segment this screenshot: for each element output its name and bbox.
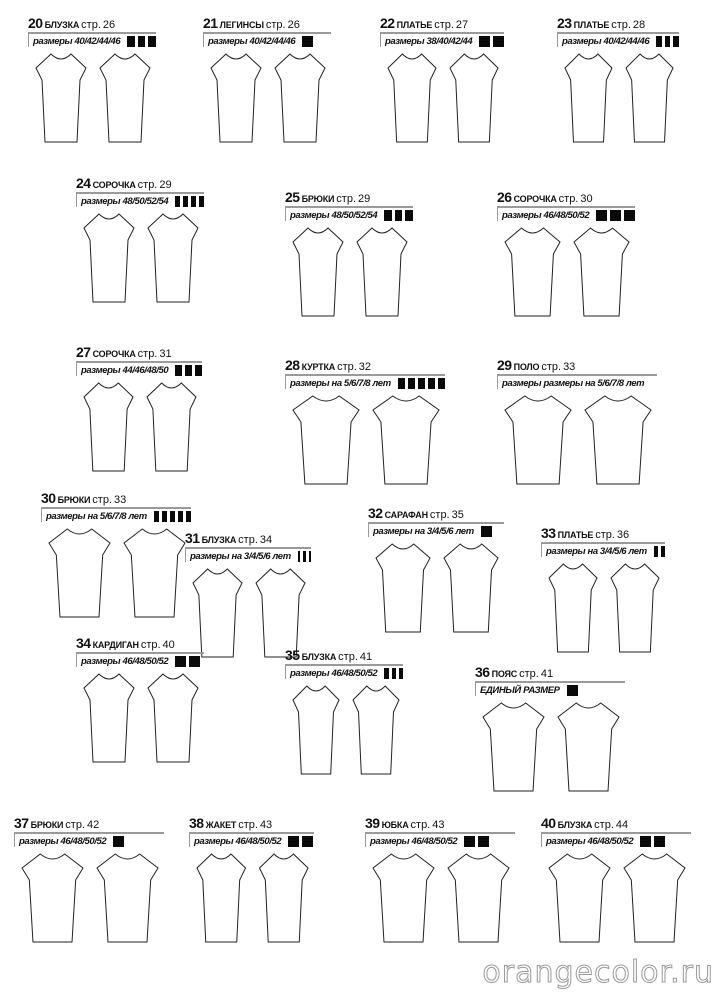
sizes-label: размеры на 3/4/5/6 лет (373, 526, 474, 537)
page-number: 33 (563, 361, 576, 373)
size-square-icon (418, 378, 425, 389)
sizes-bar (541, 542, 665, 557)
item-header (541, 816, 691, 832)
item-number: 28 (285, 357, 300, 373)
sizes-bar (28, 32, 156, 47)
page-number: 44 (615, 819, 629, 831)
page-number: 41 (540, 668, 554, 680)
page-number: 43 (432, 819, 445, 831)
page-prefix: стр. (140, 639, 161, 651)
size-square-icon (567, 685, 578, 696)
size-square-icon (138, 36, 146, 47)
item-number: 25 (285, 189, 300, 205)
sizes-label: размеры 48/50/52/54 (81, 196, 169, 207)
page-number: 28 (632, 19, 646, 31)
page-prefix: стр. (519, 668, 539, 680)
item-number: 36 (475, 664, 490, 680)
item-number: 32 (368, 505, 383, 521)
item-header (285, 190, 413, 206)
pattern-item-22 (380, 16, 504, 47)
page-number: 30 (580, 193, 593, 205)
sizes-bar (497, 206, 635, 221)
pattern-item-28 (285, 358, 445, 389)
pattern-item-40 (541, 816, 691, 847)
pattern-item-20 (28, 16, 156, 47)
page-prefix: стр. (238, 819, 258, 831)
pattern-item-31 (185, 531, 311, 562)
size-square-icon (408, 378, 415, 389)
page-prefix: стр. (595, 529, 615, 541)
size-square-icon (191, 196, 196, 207)
page-prefix: стр. (238, 534, 258, 546)
watermark: orangecolor.ru (482, 955, 714, 990)
garment-sketch (191, 850, 316, 950)
sizes-label: размеры 38/40/42/44 (385, 36, 473, 47)
page-number: 29 (159, 179, 172, 191)
size-square-icon (665, 36, 671, 47)
garment-sketch (78, 670, 206, 770)
page-number: 43 (259, 819, 273, 831)
size-square-icon (189, 656, 200, 667)
sizes-label: размеры 46/48/50/52 (81, 656, 169, 667)
size-square-icon (640, 836, 651, 847)
item-header (368, 506, 504, 522)
item-name: ЖАКЕТ (205, 820, 237, 830)
sizes-bar (475, 681, 625, 696)
item-header (203, 16, 331, 32)
item-header (76, 345, 202, 361)
sizes-label: размеры 46/48/50/52 (502, 210, 590, 221)
page-prefix: стр. (429, 509, 450, 521)
garment-sketch (30, 50, 158, 150)
size-square-icon (309, 551, 311, 562)
item-name: ПЛАТЬЕ (573, 20, 610, 30)
page-number: 40 (162, 639, 175, 651)
item-name: БЛУЗКА (44, 20, 80, 30)
size-square-icon (673, 36, 679, 47)
size-square-icon (288, 836, 299, 847)
size-square-icon (298, 551, 300, 562)
page-prefix: стр. (410, 819, 431, 831)
garment-sketch (499, 224, 637, 324)
size-square-icon (154, 511, 159, 522)
size-square-icon (493, 36, 504, 47)
item-name: ЮБКА (381, 820, 409, 830)
item-number: 26 (497, 189, 512, 205)
item-name: ЛЕГИНСЫ (219, 20, 264, 30)
sizes-bar (285, 374, 445, 389)
pattern-item-30 (41, 491, 191, 522)
garment-sketch (370, 540, 506, 640)
page-number: 42 (87, 819, 100, 831)
item-name: БЛУЗКА (201, 535, 237, 545)
page-number: 33 (114, 494, 127, 506)
item-name: ПЛАТЬЕ (396, 20, 433, 30)
sizes-label: размеры 46/48/50/52 (290, 668, 378, 679)
sizes-label: размеры 46/48/50/52 (19, 836, 107, 847)
size-square-icon (478, 836, 489, 847)
size-square-icon (175, 196, 180, 207)
sizes-bar (285, 206, 413, 221)
size-square-icon (302, 36, 313, 47)
garment-sketch (499, 392, 659, 492)
item-name: САРАФАН (384, 510, 428, 520)
size-square-icon (113, 836, 124, 847)
item-header (28, 16, 156, 32)
pattern-item-34 (76, 636, 204, 667)
pattern-item-33 (541, 526, 665, 557)
pattern-item-38 (189, 816, 314, 847)
sizes-bar (76, 192, 204, 207)
sizes-label: размеры 46/48/50/52 (546, 836, 634, 847)
sizes-label: размеры на 5/6/7/8 лет (46, 511, 147, 522)
sizes-bar (541, 832, 691, 847)
sizes-bar (41, 507, 191, 522)
page-number: 26 (287, 19, 300, 31)
size-square-icon (183, 196, 188, 207)
page-prefix: стр. (338, 651, 358, 663)
size-square-icon (384, 210, 392, 221)
garment-sketch (382, 50, 506, 150)
item-name: СОРОЧКА (92, 180, 136, 190)
item-name: БЛУЗКА (557, 820, 593, 830)
page-prefix: стр. (541, 361, 562, 373)
item-header (285, 358, 445, 374)
sizes-label: размеры 46/48/50/52 (194, 836, 282, 847)
page-prefix: стр. (594, 819, 614, 831)
sizes-label: размеры 40/42/44/46 (33, 36, 121, 47)
sizes-label: размеры на 3/4/5/6 лет (546, 546, 647, 557)
size-square-icon (195, 365, 202, 376)
item-number: 23 (557, 15, 572, 31)
sizes-bar (76, 652, 204, 667)
item-header (497, 358, 657, 374)
item-header (285, 648, 403, 664)
item-header (365, 816, 515, 832)
garment-sketch (287, 682, 407, 782)
page-number: 26 (102, 19, 116, 31)
size-square-icon (624, 210, 635, 221)
page-number: 29 (358, 193, 371, 205)
pattern-item-39 (365, 816, 515, 847)
pattern-item-36 (475, 665, 625, 696)
item-name: БРЮКИ (30, 820, 64, 830)
garment-sketch (16, 850, 166, 950)
pattern-item-27 (76, 345, 202, 376)
pattern-item-21 (203, 16, 331, 47)
page-number: 34 (259, 534, 273, 546)
pattern-item-35 (285, 648, 403, 679)
item-number: 38 (189, 815, 204, 831)
sizes-bar (365, 832, 515, 847)
size-square-icon (438, 378, 445, 389)
sizes-bar (76, 361, 202, 376)
sizes-bar (380, 32, 504, 47)
size-square-icon (661, 546, 665, 557)
item-number: 20 (28, 15, 43, 31)
size-square-icon (596, 210, 607, 221)
garment-sketch (205, 50, 333, 150)
size-square-icon (302, 836, 313, 847)
pattern-item-24 (76, 176, 204, 207)
pattern-item-32 (368, 506, 504, 537)
item-header (557, 16, 679, 32)
item-number: 30 (41, 490, 56, 506)
sizes-bar (185, 547, 311, 562)
page-prefix: стр. (337, 361, 357, 373)
size-square-icon (428, 378, 435, 389)
page-prefix: стр. (81, 19, 101, 31)
page-prefix: стр. (137, 179, 158, 191)
page-number: 32 (358, 361, 372, 373)
sizes-label: размеры 44/46/48/50 (81, 365, 169, 376)
size-square-icon (481, 526, 492, 537)
item-header (14, 816, 164, 832)
item-header (189, 816, 314, 832)
sizes-label: размеры на 3/4/5/6 лет (190, 551, 291, 562)
item-name: КАРДИГАН (92, 640, 139, 650)
size-square-icon (185, 365, 192, 376)
page-prefix: стр. (92, 494, 113, 506)
garment-sketch (367, 850, 517, 950)
size-square-icon (654, 836, 665, 847)
size-square-icon (303, 551, 305, 562)
sizes-label: ЕДИНЫЙ РАЗМЕР (480, 685, 560, 696)
item-name: БРЮКИ (301, 194, 335, 204)
sizes-bar (189, 832, 314, 847)
pattern-item-25 (285, 190, 413, 221)
item-name: КУРТКА (301, 362, 336, 372)
item-name: БРЮКИ (57, 495, 91, 505)
pattern-item-29 (497, 358, 657, 389)
item-name: ПОЛО (513, 362, 540, 372)
page-prefix: стр. (611, 19, 631, 31)
page-number: 41 (359, 651, 373, 663)
sizes-label: размеры на 5/6/7/8 лет (290, 378, 391, 389)
sizes-bar (497, 374, 657, 389)
sizes-label: размеры размеры на 5/6/7/8 лет (502, 378, 645, 389)
size-square-icon (395, 210, 403, 221)
size-square-icon (148, 36, 156, 47)
sizes-label: размеры 40/42/44/46 (562, 36, 650, 47)
size-square-icon (175, 365, 182, 376)
size-square-icon (398, 378, 405, 389)
item-number: 31 (185, 530, 200, 546)
size-square-icon (464, 836, 475, 847)
item-number: 39 (365, 815, 380, 831)
page-prefix: стр. (265, 19, 286, 31)
item-number: 37 (14, 815, 29, 831)
item-number: 34 (76, 635, 91, 651)
page-number: 36 (616, 529, 630, 541)
size-square-icon (162, 511, 167, 522)
item-number: 24 (76, 175, 91, 191)
item-number: 33 (541, 525, 556, 541)
size-square-icon (656, 36, 662, 47)
garment-sketch (477, 699, 627, 799)
sizes-bar (368, 522, 504, 537)
garment-sketch (78, 210, 206, 310)
item-header (185, 531, 311, 547)
size-square-icon (199, 196, 204, 207)
size-square-icon (405, 210, 413, 221)
pattern-item-37 (14, 816, 164, 847)
size-square-icon (127, 36, 135, 47)
sizes-bar (203, 32, 331, 47)
item-number: 27 (76, 344, 91, 360)
item-name: СОРОЧКА (92, 349, 136, 359)
size-square-icon (610, 210, 621, 221)
page-number: 31 (159, 348, 172, 360)
item-header (475, 665, 625, 681)
sizes-label: размеры 48/50/52/54 (290, 210, 378, 221)
size-square-icon (186, 511, 191, 522)
item-number: 40 (541, 815, 556, 831)
size-square-icon (479, 36, 490, 47)
item-header (497, 190, 635, 206)
item-name: БЛУЗКА (301, 652, 337, 662)
item-header (76, 176, 204, 192)
garment-sketch (287, 392, 447, 492)
size-square-icon (654, 546, 658, 557)
garment-sketch (543, 560, 667, 660)
pattern-item-26 (497, 190, 635, 221)
page-prefix: стр. (434, 19, 454, 31)
item-header (380, 16, 504, 32)
item-number: 35 (285, 647, 300, 663)
page-prefix: стр. (65, 819, 86, 831)
sizes-bar (14, 832, 164, 847)
item-header (41, 491, 191, 507)
item-number: 21 (203, 15, 218, 31)
size-square-icon (175, 656, 186, 667)
garment-sketch (287, 224, 415, 324)
item-header (541, 526, 665, 542)
page-prefix: стр. (336, 193, 357, 205)
sizes-label: размеры 40/42/44/46 (208, 36, 296, 47)
page-number: 35 (451, 509, 464, 521)
item-number: 22 (380, 15, 395, 31)
size-square-icon (384, 668, 388, 679)
page-number: 27 (455, 19, 469, 31)
garment-sketch (559, 50, 681, 150)
garment-sketch (78, 379, 204, 479)
page-prefix: стр. (558, 193, 579, 205)
item-name: СОРОЧКА (513, 194, 557, 204)
size-square-icon (392, 668, 396, 679)
sizes-label: размеры 46/48/50/52 (370, 836, 458, 847)
garment-sketch (43, 525, 193, 625)
size-square-icon (170, 511, 175, 522)
sizes-bar (557, 32, 679, 47)
pattern-item-23 (557, 16, 679, 47)
item-number: 29 (497, 357, 512, 373)
sizes-bar (285, 664, 403, 679)
garment-sketch (543, 850, 693, 950)
item-name: ПОЯС (491, 669, 518, 679)
size-square-icon (399, 668, 403, 679)
size-square-icon (178, 511, 183, 522)
page-prefix: стр. (137, 348, 158, 360)
item-name: ПЛАТЬЕ (557, 530, 594, 540)
item-header (76, 636, 204, 652)
